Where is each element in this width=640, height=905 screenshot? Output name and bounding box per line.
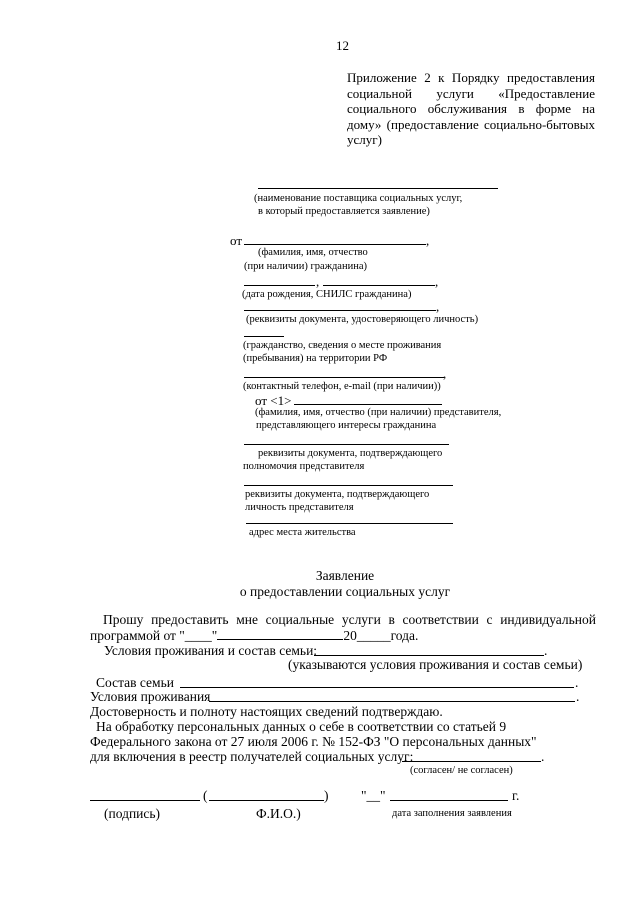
- rep-fio-hint: представляющего интересы гражданина: [256, 420, 437, 431]
- rep-identity-hint: реквизиты документа, подтверждающего: [245, 489, 430, 500]
- rep-power-doc-field[interactable]: [244, 444, 449, 445]
- address-field[interactable]: [246, 523, 453, 524]
- comma: ,: [316, 274, 320, 289]
- rep-fio-hint: (фамилия, имя, отчество (при наличии) представителя,: [255, 407, 502, 418]
- consent-text: На обработку персональных данных о себе в соответствии со статьей 9: [96, 719, 507, 734]
- appendix-line: услуг): [347, 132, 382, 148]
- citizenship-field[interactable]: [244, 336, 284, 337]
- document-subtitle: о предоставлении социальных услуг: [239, 584, 451, 599]
- date-month-year-field[interactable]: [390, 800, 508, 801]
- rep-power-hint: полномочия представителя: [243, 461, 365, 472]
- from-label: от: [230, 233, 243, 248]
- birth-date-field[interactable]: [244, 285, 315, 286]
- conditions-label: Условия проживания и состав семьи:: [104, 643, 318, 658]
- signer-fio-field[interactable]: [209, 800, 324, 801]
- provider-hint: (наименование поставщика социальных услуг,: [254, 193, 463, 204]
- program-date-prefix: программой от "____": [90, 628, 218, 643]
- rep-identity-field[interactable]: [244, 485, 453, 486]
- conditions-field[interactable]: [314, 655, 544, 656]
- period: .: [576, 689, 580, 704]
- paren-close: ): [324, 788, 329, 803]
- program-date-field[interactable]: [217, 628, 343, 640]
- paren-open: (: [203, 788, 208, 803]
- date-label: дата заполнения заявления: [392, 808, 512, 819]
- request-text: Прошу предоставить мне социальные услуги в соответствии с индивидуальной: [103, 612, 596, 627]
- year-suffix: г.: [512, 788, 520, 803]
- fio-label: Ф.И.О.): [256, 806, 301, 821]
- period: .: [541, 749, 545, 764]
- citizenship-hint: (пребывания) на территории РФ: [243, 353, 388, 364]
- consent-field[interactable]: [402, 761, 541, 762]
- identity-doc-hint: (реквизиты документа, удостоверяющего личность): [246, 314, 479, 325]
- from-rep-label: от <1>: [255, 393, 292, 408]
- fio-hint: (фамилия, имя, отчество: [258, 247, 368, 258]
- consent-text: Федерального закона от 27 июля 2006 г. № 152-ФЗ "О персональных данных": [90, 734, 537, 749]
- date-day-field[interactable]: "__": [361, 788, 386, 803]
- snils-field[interactable]: [323, 285, 435, 286]
- family-field[interactable]: [180, 687, 574, 688]
- appendix-line: социального обслуживания в форме на: [347, 101, 595, 117]
- address-hint: адрес места жительства: [249, 527, 356, 538]
- contact-hint: (контактный телефон, e-mail (при наличии)): [243, 381, 441, 392]
- representative-fio-field[interactable]: [294, 404, 442, 405]
- family-label: Состав семьи: [96, 675, 174, 690]
- appendix-line: дому» (предоставление социально-бытовых: [347, 116, 595, 132]
- appendix-note: [347, 70, 595, 148]
- program-year-suffix: года.: [390, 628, 419, 643]
- period: .: [544, 643, 548, 658]
- identity-doc-field[interactable]: [244, 310, 436, 311]
- conditions-hint: (указываются условия проживания и состав семьи): [288, 657, 583, 672]
- applicant-fio-field[interactable]: [244, 244, 426, 245]
- living-label: Условия проживания: [90, 689, 211, 704]
- rep-identity-hint: личность представителя: [245, 502, 354, 513]
- birth-snils-hint: (дата рождения, СНИЛС гражданина): [242, 289, 412, 300]
- fio-hint: (при наличии) гражданина): [244, 261, 367, 272]
- living-field[interactable]: [209, 701, 575, 702]
- confirm-text: Достоверность и полноту настоящих сведений подтверждаю.: [90, 704, 443, 719]
- consent-text: для включения в реестр получателей социальных услуг:: [90, 749, 414, 764]
- citizenship-hint: (гражданство, сведения о месте проживания: [243, 340, 442, 351]
- consent-hint: (согласен/ не согласен): [410, 765, 513, 776]
- page-number: 12: [336, 38, 349, 53]
- signature-field[interactable]: [90, 800, 200, 801]
- provider-name-field[interactable]: [258, 188, 498, 189]
- provider-hint: в который предоставляется заявление): [258, 206, 430, 217]
- appendix-line: Приложение 2 к Порядку предоставления: [347, 70, 595, 85]
- comma: ,: [443, 366, 447, 381]
- contact-field[interactable]: [244, 377, 444, 378]
- signature-label: (подпись): [104, 806, 161, 821]
- rep-power-hint: реквизиты документа, подтверждающего: [258, 448, 443, 459]
- period: .: [575, 675, 579, 690]
- comma: ,: [426, 233, 430, 248]
- comma: ,: [436, 299, 440, 314]
- program-date-line: [90, 628, 418, 644]
- program-year: 20_____: [343, 628, 391, 643]
- appendix-line: социальной услуги «Предоставление: [347, 85, 595, 101]
- comma: ,: [435, 274, 439, 289]
- document-title: Заявление: [315, 568, 375, 583]
